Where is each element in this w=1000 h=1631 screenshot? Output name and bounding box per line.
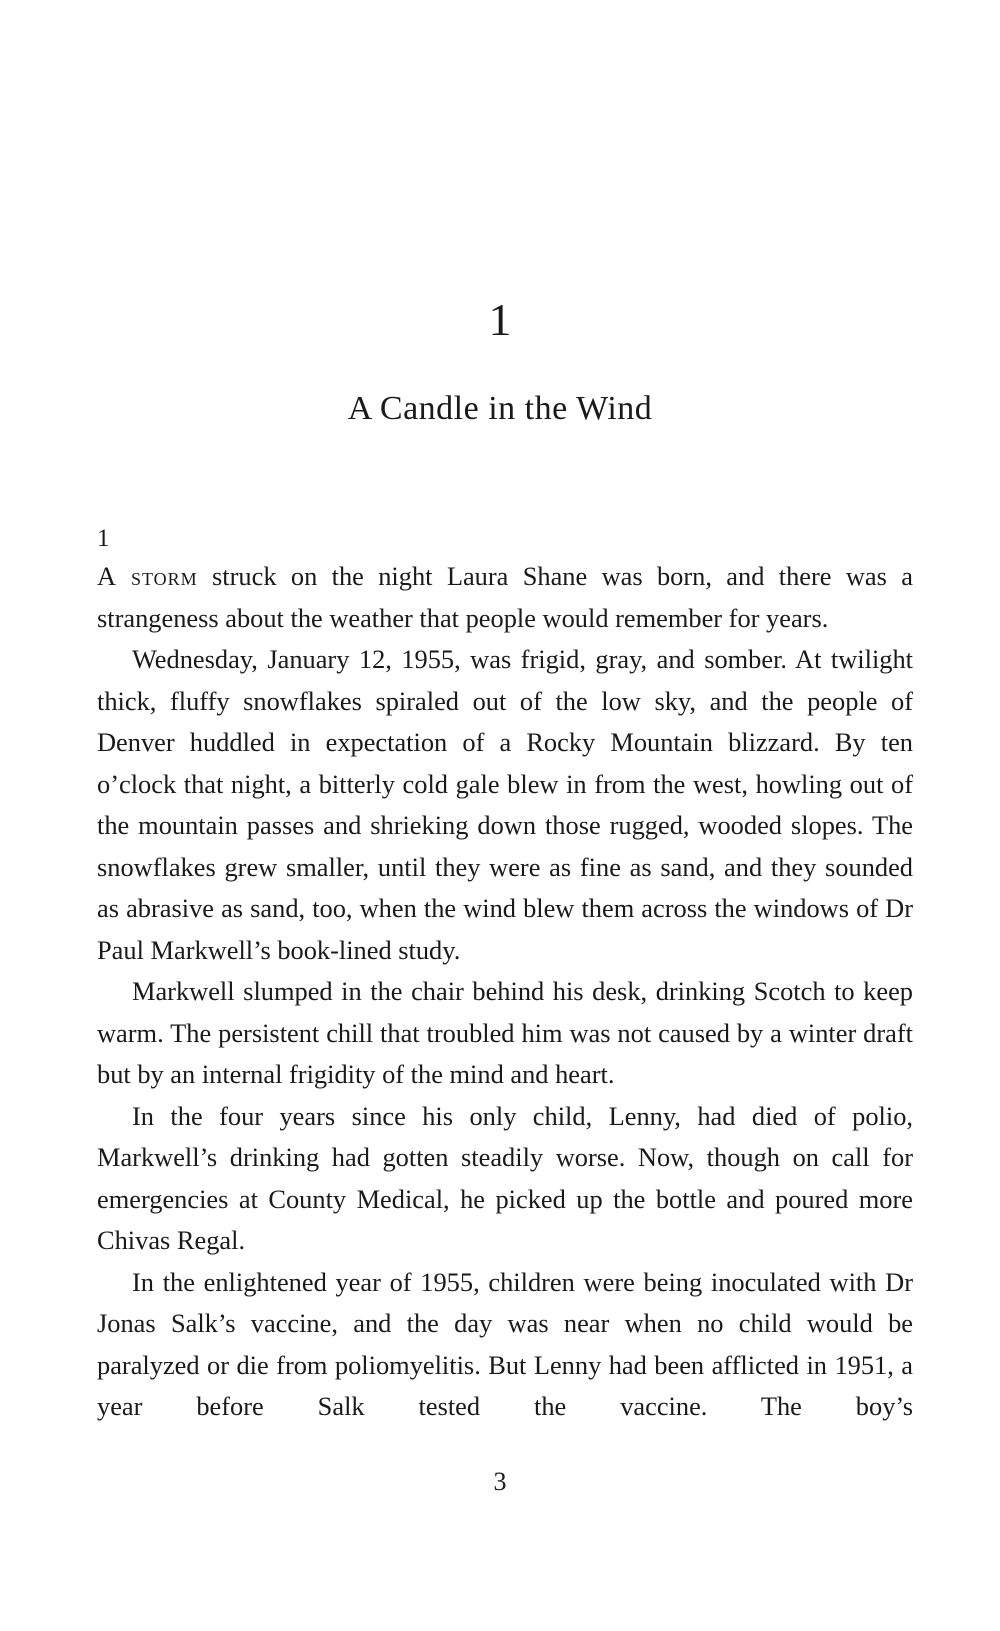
- section-number: 1: [97, 525, 110, 552]
- paragraph-4: In the four years since his only child, Lenny, had died of polio, Markwell’s drinking had gotten steadily worse. Now, though on call for emergencies at County Medical, he picked up the bottle and poured more Chivas Regal.: [97, 1100, 913, 1255]
- paragraph-1: [97, 556, 913, 639]
- chapter-number: 1: [488, 294, 512, 345]
- paragraph-5: In the enlightened year of 1955, children were being inoculated with Dr Jonas Salk’s vaccine, and the day was near when no child would be paralyzed or die from poliomyelitis. But Lenny had been afflicted in 1951, a year before Salk tested the vaccine. The boy’s: [97, 1266, 913, 1421]
- paragraph-2: Wednesday, January 12, 1955, was frigid, gray, and somber. At twilight thick, fluffy snowflakes spiraled out of the low sky, and the people of Denver huddled in expectation of a Rocky Mountain blizzard. By ten o’clock that night, a bitterly cold gale blew in from the west, howling out of the mountain passes and shrieking down those rugged, wooded slopes. The snowflakes grew smaller, until they were as fine as sand, and they sounded as abrasive as sand, too, when the wind blew them across the windows of Dr Paul Markwell’s book-lined study.: [97, 644, 913, 965]
- body-text: [97, 556, 913, 1428]
- page-number: 3: [493, 1467, 507, 1496]
- paragraph-lead-small-caps: A storm: [97, 561, 198, 591]
- paragraph-3: Markwell slumped in the chair behind his desk, drinking Scotch to keep warm. The persistent chill that troubled him was not caused by a winter draft but by an internal frigidity of the mind and heart.: [97, 976, 913, 1089]
- chapter-title: A Candle in the Wind: [347, 390, 653, 427]
- paragraph-text: struck on the night Laura Shane was born, and there was a strangeness about the weather that people would remember for years.: [97, 561, 913, 633]
